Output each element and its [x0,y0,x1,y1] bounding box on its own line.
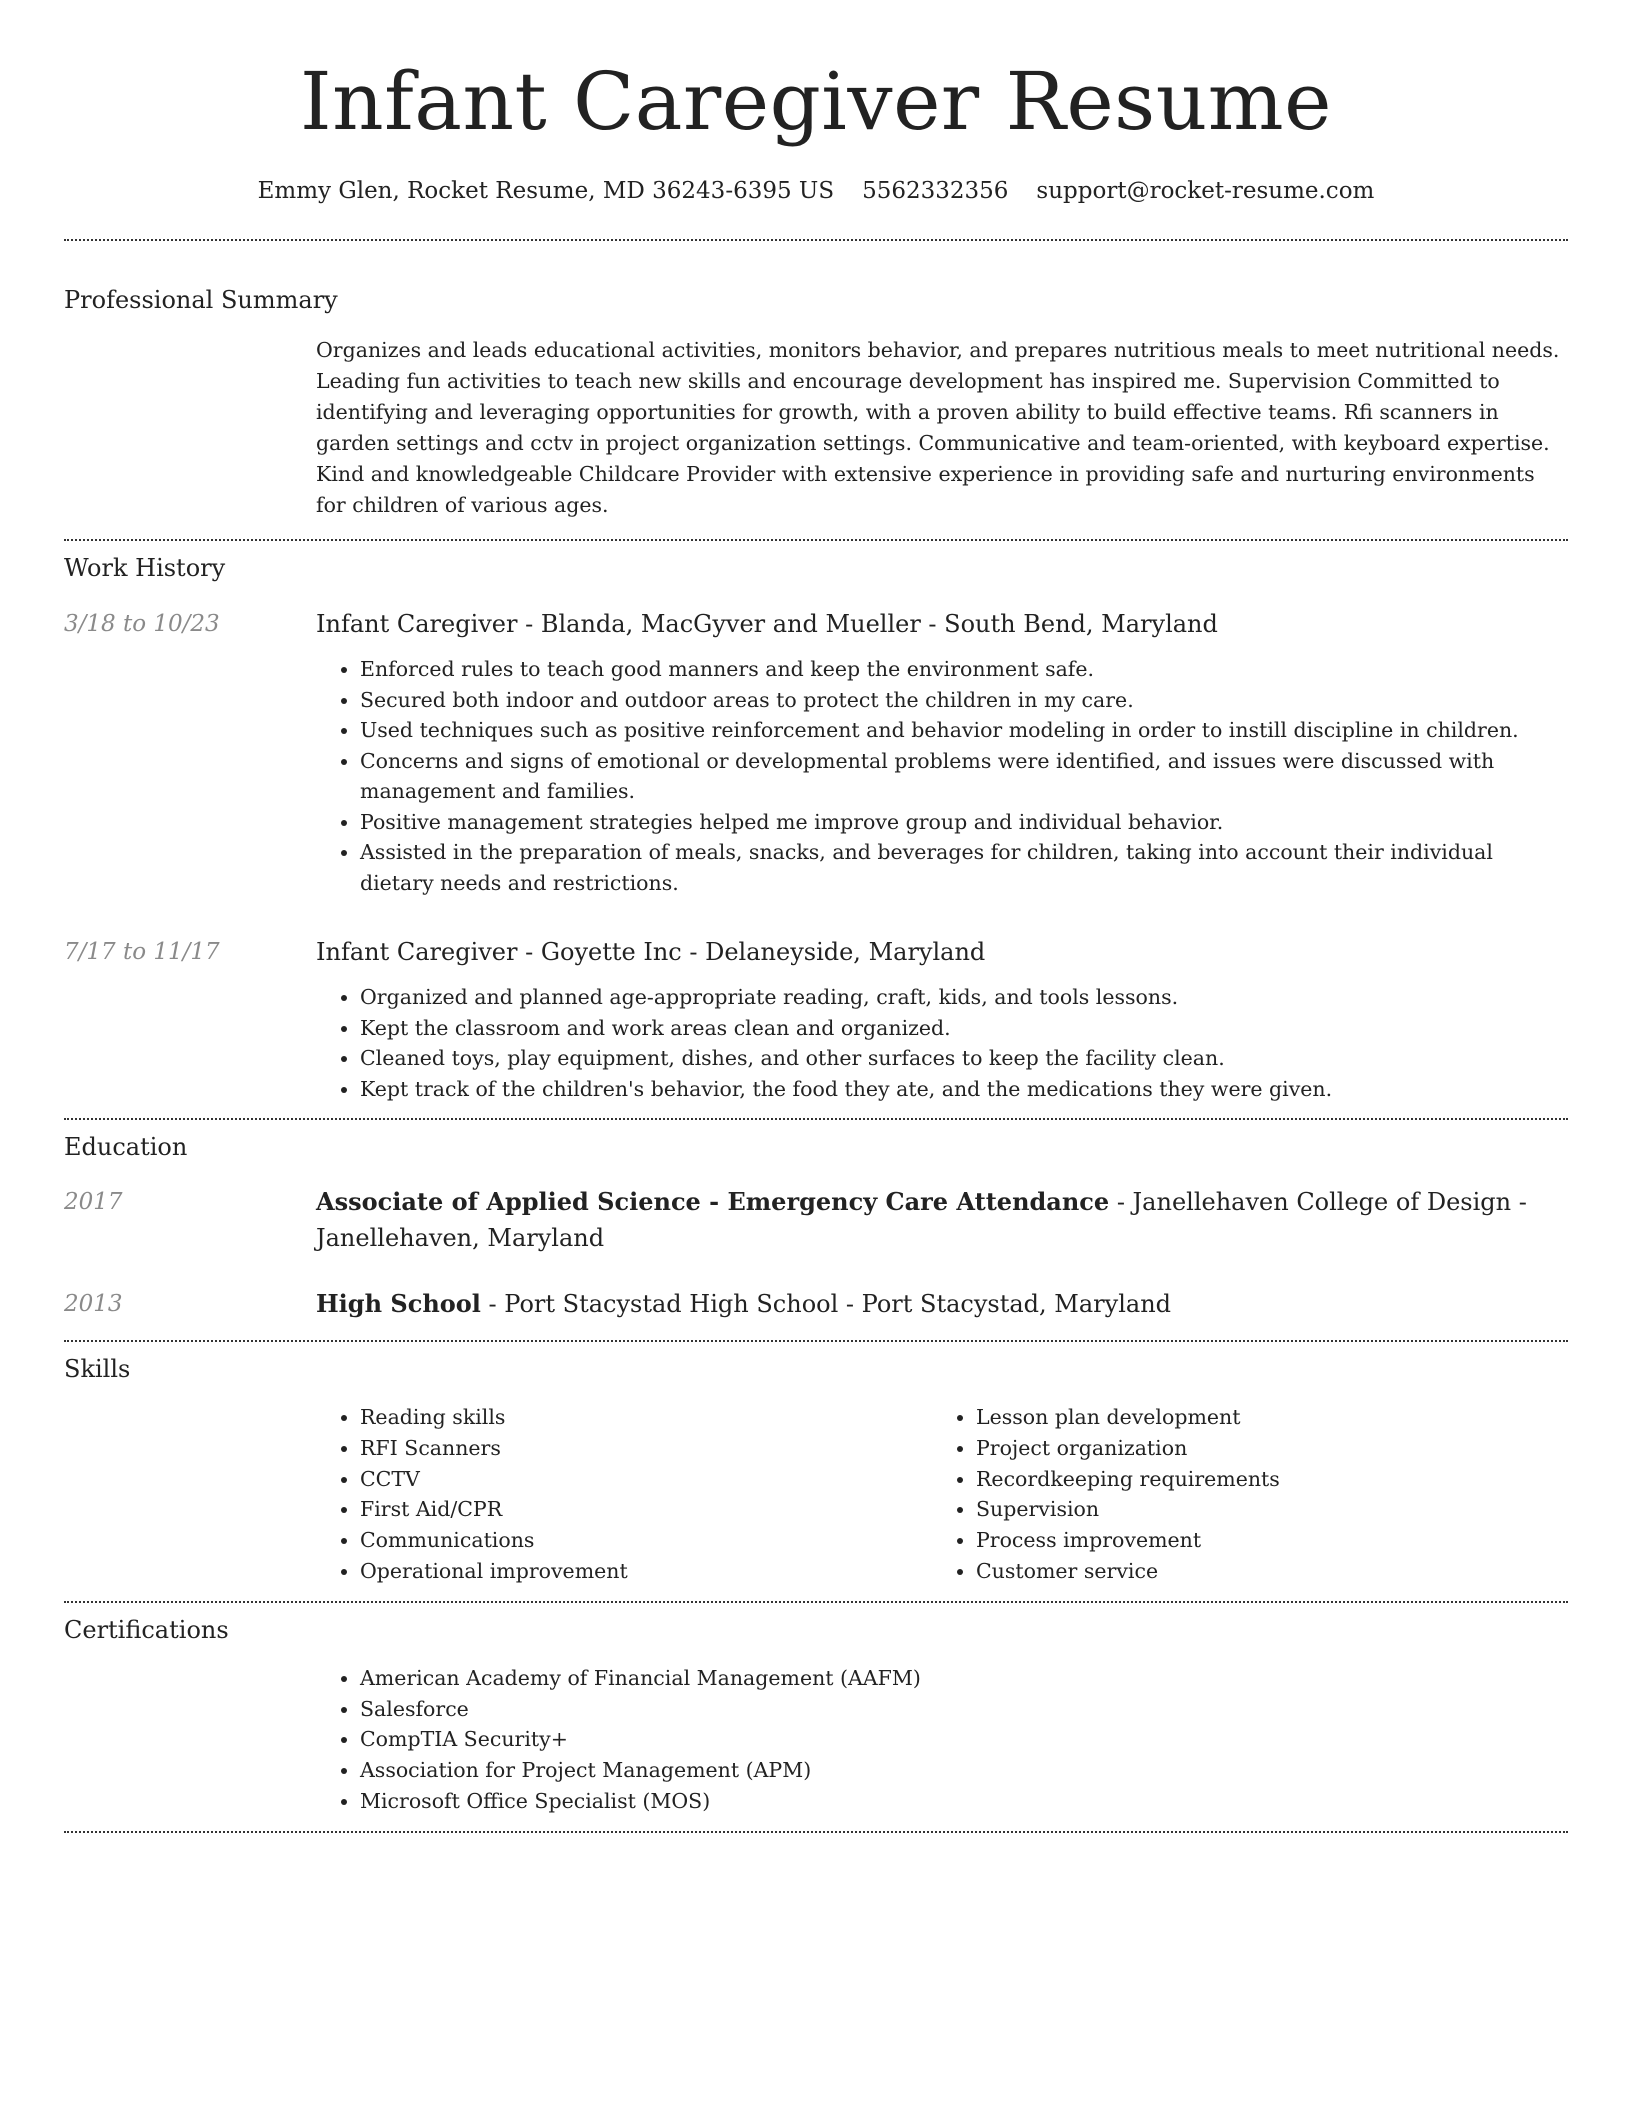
job-heading: Infant Caregiver - Goyette Inc - Delaneyside, Maryland [316,938,986,966]
job-dates: 3/18 to 10/23 [64,611,220,637]
education-heading [316,1286,1568,1322]
education-entry [64,1184,1568,1256]
skills-list-right [932,1402,1280,1587]
list-item: • Assisted in the preparation of meals, snacks, and beverages for children, taking into account their individual dietary needs and restrictions. [360,837,1568,898]
contact-email: support@rocket-resume.com [1036,178,1375,204]
summary-section [64,241,1568,539]
certifications-heading: Certifications [64,1615,229,1644]
list-item: • Association for Project Management (APM) [360,1755,1568,1786]
education-degree: High School [316,1289,481,1318]
list-item: • CompTIA Security+ [360,1724,1568,1755]
list-item: • Project organization [976,1433,1280,1464]
education-degree: Associate of Applied Science - Emergency Care Attendance [316,1187,1110,1216]
list-item: • Enforced rules to teach good manners and keep the environment safe. [360,654,1568,685]
resume-title: Infant Caregiver Resume [300,55,1332,148]
education-section [64,1120,1568,1340]
list-item: • Communications [360,1525,932,1556]
list-item: • Customer service [976,1556,1280,1587]
job-dates: 7/17 to 11/17 [64,939,220,965]
skills-list-left [316,1402,932,1587]
job-bullets [316,982,1568,1104]
list-item: • Kept the classroom and work areas clean and organized. [360,1013,1568,1044]
work-history-section [64,541,1568,1118]
job-heading: Infant Caregiver - Blanda, MacGyver and Mueller - South Bend, Maryland [316,610,1218,638]
list-item: • Supervision [976,1494,1280,1525]
list-item: • Recordkeeping requirements [976,1464,1280,1495]
list-item: • American Academy of Financial Management (AAFM) [360,1663,1568,1694]
list-item: • RFI Scanners [360,1433,932,1464]
summary-heading: Professional Summary [64,286,338,314]
list-item: • Organized and planned age-appropriate reading, craft, kids, and tools lessons. [360,982,1568,1013]
contact-address: Emmy Glen, Rocket Resume, MD 36243-6395 US [257,178,835,204]
contact-phone: 5562332356 [862,178,1009,204]
list-item: • CCTV [360,1464,932,1495]
education-heading [316,1184,1568,1256]
list-item: • Kept track of the children's behavior, the food they ate, and the medications they were given. [360,1074,1568,1105]
skills-section [64,1342,1568,1601]
job-entry [64,934,1568,1104]
list-item: • Positive management strategies helped me improve group and individual behavior. [360,807,1568,838]
job-entry [64,606,1568,898]
list-item: • Cleaned toys, play equipment, dishes, and other surfaces to keep the facility clean. [360,1043,1568,1074]
certifications-section [64,1603,1568,1831]
list-item: • First Aid/CPR [360,1494,932,1525]
certifications-list [316,1663,1568,1831]
education-heading: Education [64,1133,188,1161]
job-bullets [316,654,1568,898]
list-item: • Reading skills [360,1402,932,1433]
education-school: - Port Stacystad High School - Port Stacystad, Maryland [480,1290,1172,1318]
list-item: • Secured both indoor and outdoor areas to protect the children in my care. [360,685,1568,716]
education-school: - Janellehaven College of Design - Janellehaven, Maryland [316,1188,1527,1252]
skills-columns [316,1402,1568,1601]
list-item: • Salesforce [360,1694,1568,1725]
work-history-heading: Work History [64,554,226,582]
education-entry [64,1286,1568,1322]
list-item: • Used techniques such as positive reinforcement and behavior modeling in order to instill discipline in children. [360,715,1568,746]
list-item: • Process improvement [976,1525,1280,1556]
summary-text: Organizes and leads educational activities, monitors behavior, and prepares nutritious meals to meet nutritional needs. Leading fun activities to teach new skills and encourage development has inspired me. Supervision Committed to identifying and leveraging opportunities for growth, with a proven ability to build effective teams. Rfi scanners in garden settings and cctv in project organization settings. Communicative and team-oriented, with keyboard expertise. Kind and knowledgeable Childcare Provider with extensive experience in providing safe and nurturing environments for children of various ages. [316,338,1560,517]
list-item: • Microsoft Office Specialist (MOS) [360,1786,1568,1817]
contact-line [64,174,1568,208]
list-item: • Concerns and signs of emotional or developmental problems were identified, and issues were discussed with management and families. [360,746,1568,807]
list-item: • Operational improvement [360,1556,932,1587]
education-year: 2017 [64,1189,123,1215]
divider [64,1831,1568,1833]
list-item: • Lesson plan development [976,1402,1280,1433]
education-year: 2013 [64,1291,123,1317]
skills-heading: Skills [64,1355,131,1383]
